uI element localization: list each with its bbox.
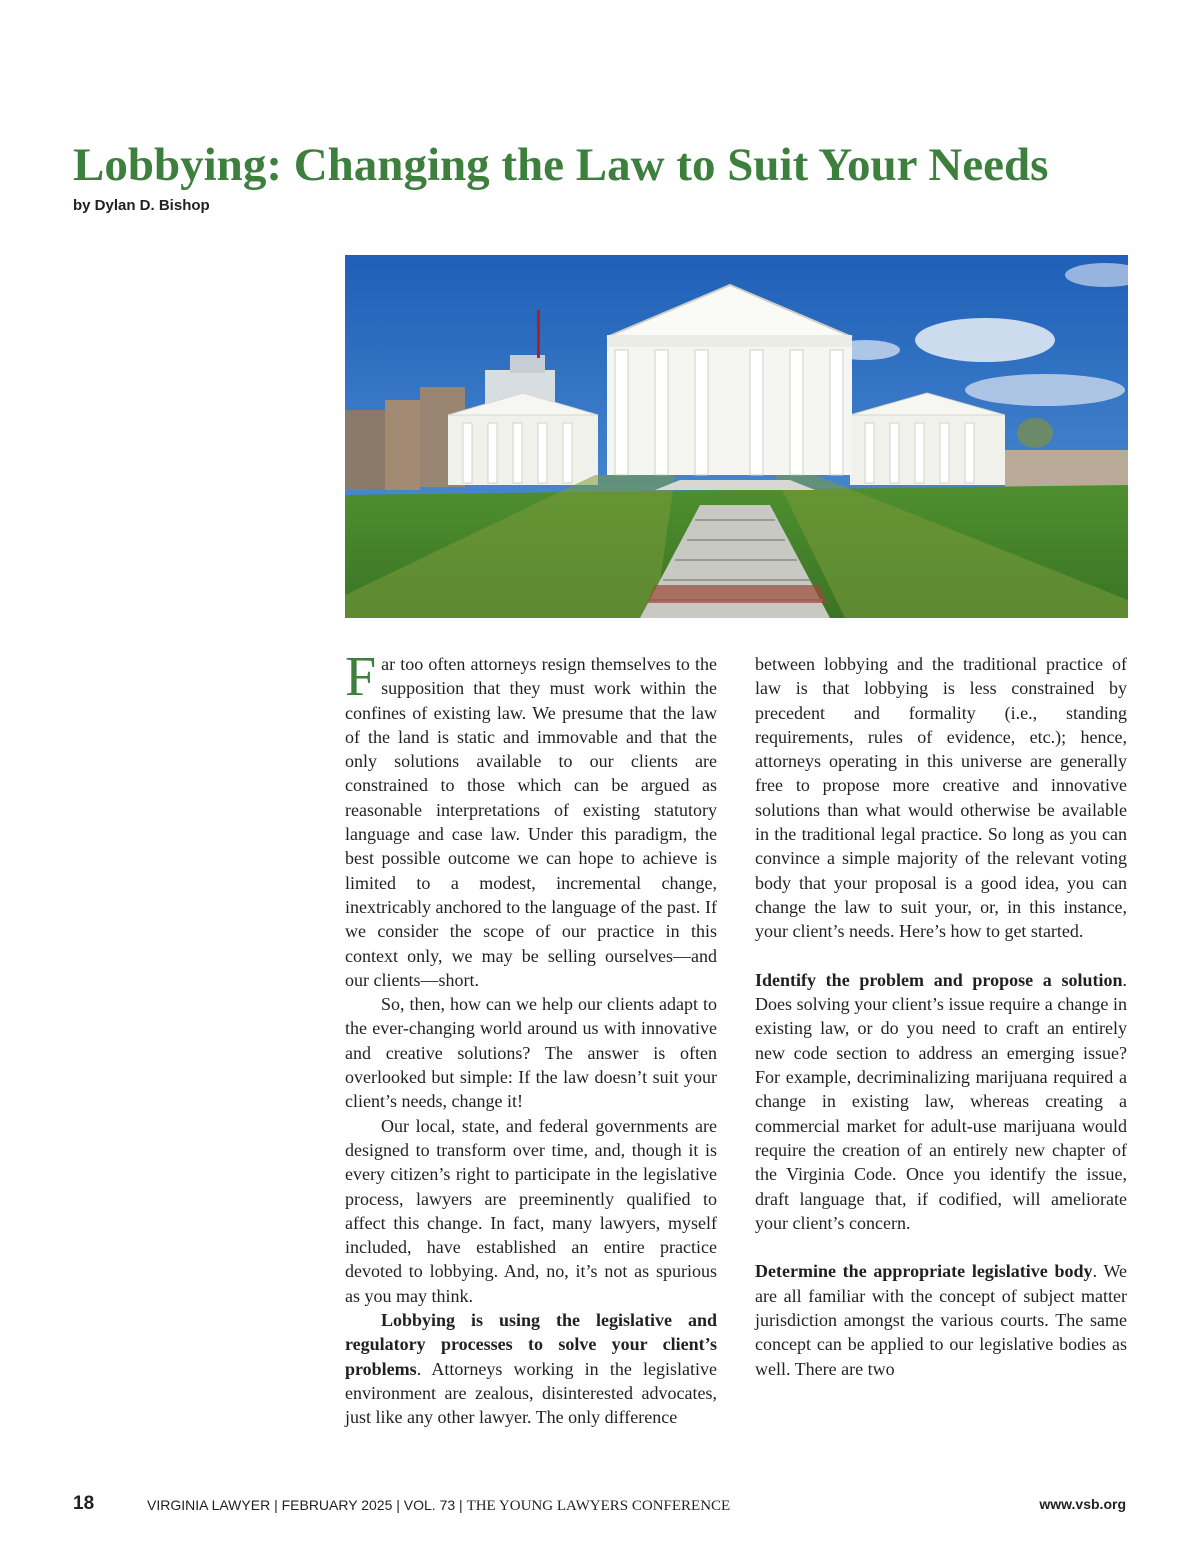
paragraph-identify-problem	[755, 968, 1127, 1235]
paragraph-legislative-body-heading: Determine the appropriate legislative body	[755, 1261, 1093, 1282]
website-url: www.vsb.org	[1039, 1496, 1126, 1512]
paragraph-legislative-body-text: . We are all familiar with the concept of subject matter jurisdiction amongst the various courts. The same concept can be applied to our legislative bodies as well. There are two	[755, 1261, 1128, 1379]
drop-cap: F	[345, 646, 377, 708]
paragraph-4-text: . Attorneys working in the legislative environment are zealous, disinterested advocates, just like any other lawyer. The only difference	[345, 1358, 717, 1428]
magazine-info	[147, 1495, 730, 1516]
paragraph-identify-problem-text: . Does solving your client’s issue require a change in existing law, or do you need to craft an entirely new code section to address an emerging issue? For example, decriminalizing marijuana required a change in existing law, whereas creating a commercial market for adult-use marijuana would require the creation of an entirely new chapter of the Virginia Code. Once you identify the issue, draft language that, if codified, will ameliorate your client’s concern.	[755, 969, 1127, 1233]
body-column-right	[755, 652, 1127, 1381]
paragraph-intro-text: ar too often attorneys resign themselves to the supposition that they must work within the confines of existing law. We presume that the law of the land is static and immovable and that the only solutions available to our clients are constrained to those which can be argued as reasonable interpretations of existing statutory language and case law. Under this paradigm, the best possible outcome we can hope to achieve is limited to a modest, incremental change, inextricably anchored to the language of the past. If we consider the scope of our practice in this context only, we may be selling ourselves—and our clients—short.	[345, 654, 717, 990]
body-column-left	[345, 646, 717, 1430]
paragraph-4	[345, 1308, 717, 1429]
byline: by Dylan D. Bishop	[73, 197, 210, 214]
capitol-photo	[345, 255, 1128, 618]
section-name: THE YOUNG LAWYERS CONFERENCE	[466, 1498, 731, 1514]
paragraph-legislative-body	[755, 1259, 1127, 1380]
paragraph-2: So, then, how can we help our clients adapt to the ever-changing world around us with innovative and creative solutions? The answer is often overlooked but simple: If the law doesn’t suit your client’s needs, change it!	[345, 994, 717, 1112]
article-title: Lobbying: Changing the Law to Suit Your Needs	[73, 139, 1049, 191]
paragraph-4-lead: Lobbying is using the legislative and regulatory processes to solve your client’s problems	[345, 1310, 717, 1379]
magazine-issue: VIRGINIA LAWYER | FEBRUARY 2025 | VOL. 73 |	[147, 1497, 467, 1513]
paragraph-intro	[345, 646, 717, 992]
paragraph-4-continued: between lobbying and the traditional practice of law is that lobbying is less constrained by precedent and formality (i.e., standing requirements, rules of evidence, etc.); hence, attorneys operating in this universe are generally free to propose more creative and innovative solutions than what would otherwise be available in the traditional legal practice. So long as you can convince a simple majority of the relevant voting body that your proposal is a good idea, you can change the law to suit your, or, in this instance, your client’s needs. Here’s how to get started.	[755, 654, 1127, 942]
page-number: 18	[73, 1493, 95, 1514]
paragraph-identify-problem-heading: Identify the problem and propose a solution	[755, 969, 1123, 990]
paragraph-3: Our local, state, and federal governments are designed to transform over time, and, though it is every citizen’s right to participate in the legislative process, lawyers are preeminently qualified to affect this change. In fact, many lawyers, myself included, have established an entire practice devoted to lobbying. And, no, it’s not as spurious as you may think.	[345, 1115, 717, 1306]
